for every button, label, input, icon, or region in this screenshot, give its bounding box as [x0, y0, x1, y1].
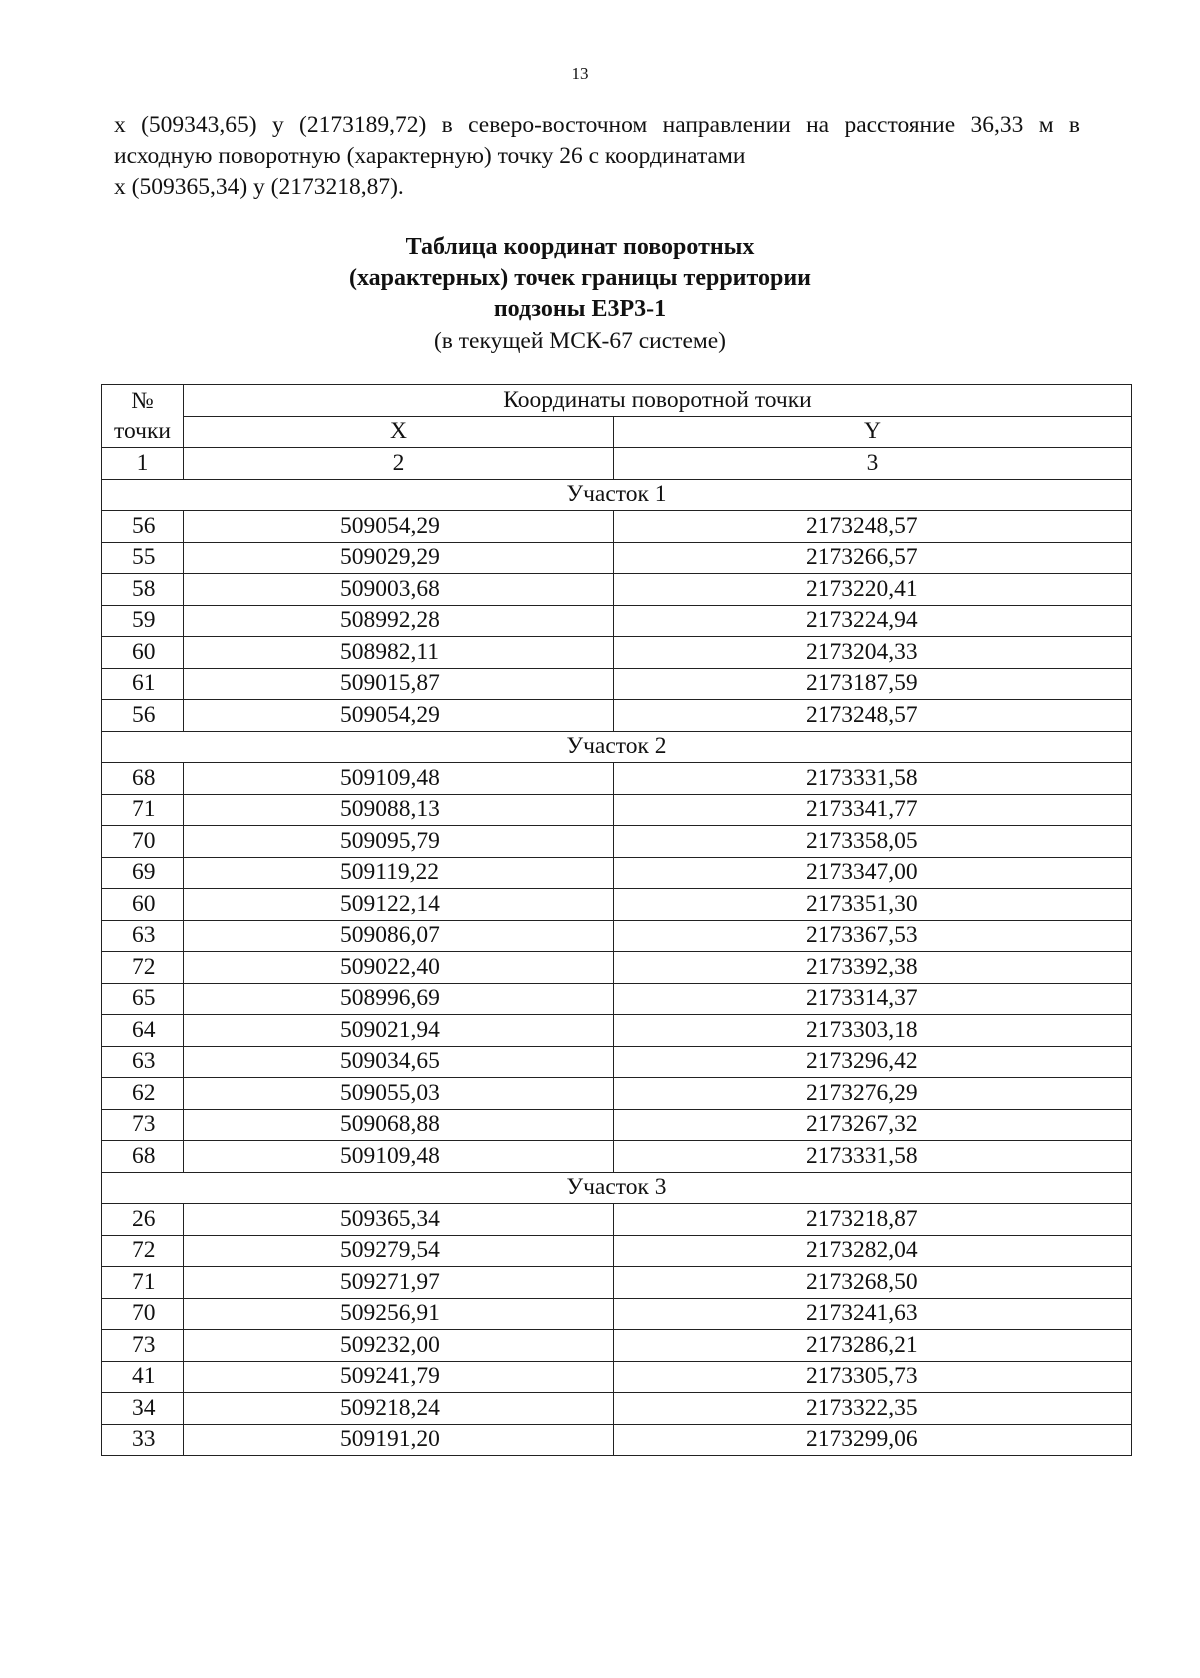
x-coordinate-cell: 509109,48: [184, 763, 614, 795]
x-coordinate-cell: 509256,91: [184, 1298, 614, 1330]
x-coordinate-cell: 509015,87: [184, 668, 614, 700]
table-row: [102, 1141, 1132, 1173]
y-coordinate-cell: 2173282,04: [614, 1235, 1132, 1267]
y-coordinate-cell: 2173248,57: [614, 511, 1132, 543]
table-row: [102, 542, 1132, 574]
table-row: [102, 511, 1132, 543]
x-coordinate-cell: 509022,40: [184, 952, 614, 984]
table-row: [102, 1015, 1132, 1047]
intro-line-2: 36,33 м в исходную поворотную (характерную) точку 26 с координатами: [114, 112, 1081, 169]
point-number-cell: 64: [102, 1015, 184, 1047]
table-row: [102, 1361, 1132, 1393]
x-coordinate-cell: 509021,94: [184, 1015, 614, 1047]
point-number-cell: 72: [102, 1235, 184, 1267]
y-coordinate-cell: 2173224,94: [614, 605, 1132, 637]
header-number: [102, 385, 184, 448]
x-coordinate-cell: 509088,13: [184, 794, 614, 826]
table-title: [0, 232, 1160, 358]
point-number-cell: 33: [102, 1424, 184, 1456]
y-coordinate-cell: 2173341,77: [614, 794, 1132, 826]
y-coordinate-cell: 2173266,57: [614, 542, 1132, 574]
x-coordinate-cell: 509095,79: [184, 826, 614, 858]
y-coordinate-cell: 2173305,73: [614, 1361, 1132, 1393]
x-coordinate-cell: 509029,29: [184, 542, 614, 574]
section-title: Участок 1: [102, 479, 1132, 511]
table-row: [102, 857, 1132, 889]
y-coordinate-cell: 2173347,00: [614, 857, 1132, 889]
table-row: [102, 1424, 1132, 1456]
x-coordinate-cell: 509086,07: [184, 920, 614, 952]
point-number-cell: 69: [102, 857, 184, 889]
table-row: [102, 1204, 1132, 1236]
x-coordinate-cell: 508996,69: [184, 983, 614, 1015]
title-line-1: Таблица координат поворотных: [405, 234, 755, 260]
x-coordinate-cell: 509054,29: [184, 700, 614, 732]
y-coordinate-cell: 2173286,21: [614, 1330, 1132, 1362]
y-coordinate-cell: 2173322,35: [614, 1393, 1132, 1425]
x-coordinate-cell: 509191,20: [184, 1424, 614, 1456]
point-number-cell: 58: [102, 574, 184, 606]
point-number-cell: 56: [102, 700, 184, 732]
y-coordinate-cell: 2173218,87: [614, 1204, 1132, 1236]
table-row: [102, 1330, 1132, 1362]
header-coordinates: Координаты поворотной точки: [184, 385, 1132, 417]
y-coordinate-cell: 2173187,59: [614, 668, 1132, 700]
y-coordinate-cell: 2173299,06: [614, 1424, 1132, 1456]
x-coordinate-cell: 509109,48: [184, 1141, 614, 1173]
section-row: [102, 1172, 1132, 1204]
table-row: [102, 605, 1132, 637]
header-number-symbol: №: [131, 388, 154, 414]
point-number-cell: 68: [102, 763, 184, 795]
y-coordinate-cell: 2173267,32: [614, 1109, 1132, 1141]
x-coordinate-cell: 509119,22: [184, 857, 614, 889]
table-row: [102, 700, 1132, 732]
x-coordinate-cell: 509279,54: [184, 1235, 614, 1267]
header-row-2: [102, 416, 1132, 448]
header-index-3: 3: [614, 448, 1132, 480]
header-row-1: [102, 385, 1132, 417]
table-row: [102, 668, 1132, 700]
table-row: [102, 889, 1132, 921]
point-number-cell: 71: [102, 1267, 184, 1299]
point-number-cell: 63: [102, 920, 184, 952]
table-row: [102, 1046, 1132, 1078]
y-coordinate-cell: 2173296,42: [614, 1046, 1132, 1078]
y-coordinate-cell: 2173241,63: [614, 1298, 1132, 1330]
point-number-cell: 60: [102, 889, 184, 921]
y-coordinate-cell: 2173220,41: [614, 574, 1132, 606]
y-coordinate-cell: 2173331,58: [614, 1141, 1132, 1173]
point-number-cell: 59: [102, 605, 184, 637]
section-title: Участок 3: [102, 1172, 1132, 1204]
table-row: [102, 794, 1132, 826]
point-number-cell: 68: [102, 1141, 184, 1173]
header-y: Y: [614, 416, 1132, 448]
x-coordinate-cell: 509365,34: [184, 1204, 614, 1236]
table-row: [102, 1298, 1132, 1330]
table-row: [102, 1235, 1132, 1267]
table-row: [102, 637, 1132, 669]
section-row: [102, 479, 1132, 511]
table-row: [102, 952, 1132, 984]
x-coordinate-cell: 509003,68: [184, 574, 614, 606]
point-number-cell: 56: [102, 511, 184, 543]
y-coordinate-cell: 2173358,05: [614, 826, 1132, 858]
table-row: [102, 1078, 1132, 1110]
y-coordinate-cell: 2173392,38: [614, 952, 1132, 984]
y-coordinate-cell: 2173204,33: [614, 637, 1132, 669]
point-number-cell: 71: [102, 794, 184, 826]
point-number-cell: 34: [102, 1393, 184, 1425]
y-coordinate-cell: 2173248,57: [614, 700, 1132, 732]
y-coordinate-cell: 2173331,58: [614, 763, 1132, 795]
table-row: [102, 574, 1132, 606]
y-coordinate-cell: 2173303,18: [614, 1015, 1132, 1047]
x-coordinate-cell: 509068,88: [184, 1109, 614, 1141]
x-coordinate-cell: 509232,00: [184, 1330, 614, 1362]
table-row: [102, 1393, 1132, 1425]
x-coordinate-cell: 509271,97: [184, 1267, 614, 1299]
point-number-cell: 73: [102, 1330, 184, 1362]
table-row: [102, 1109, 1132, 1141]
point-number-cell: 41: [102, 1361, 184, 1393]
point-number-cell: 73: [102, 1109, 184, 1141]
point-number-cell: 62: [102, 1078, 184, 1110]
point-number-cell: 26: [102, 1204, 184, 1236]
intro-paragraph: [114, 110, 1080, 203]
point-number-cell: 65: [102, 983, 184, 1015]
table-row: [102, 763, 1132, 795]
table-row: [102, 1267, 1132, 1299]
title-subtitle: (в текущей МСК-67 системе): [433, 328, 727, 354]
header-index-1: 1: [102, 448, 184, 480]
coordinates-table: [101, 384, 1132, 1456]
section-row: [102, 731, 1132, 763]
point-number-cell: 70: [102, 826, 184, 858]
table-row: [102, 826, 1132, 858]
point-number-cell: 60: [102, 637, 184, 669]
x-coordinate-cell: 508992,28: [184, 605, 614, 637]
section-title: Участок 2: [102, 731, 1132, 763]
intro-line-3: x (509365,34) у (2173218,87).: [114, 174, 404, 200]
y-coordinate-cell: 2173351,30: [614, 889, 1132, 921]
point-number-cell: 70: [102, 1298, 184, 1330]
table-row: [102, 920, 1132, 952]
x-coordinate-cell: 508982,11: [184, 637, 614, 669]
x-coordinate-cell: 509055,03: [184, 1078, 614, 1110]
point-number-cell: 72: [102, 952, 184, 984]
page-number: 13: [571, 64, 589, 83]
title-line-3: подзоны Е3Р3-1: [493, 296, 667, 322]
y-coordinate-cell: 2173268,50: [614, 1267, 1132, 1299]
header-index-row: [102, 448, 1132, 480]
x-coordinate-cell: 509034,65: [184, 1046, 614, 1078]
y-coordinate-cell: 2173276,29: [614, 1078, 1132, 1110]
header-number-label: точки: [114, 418, 171, 444]
x-coordinate-cell: 509218,24: [184, 1393, 614, 1425]
point-number-cell: 63: [102, 1046, 184, 1078]
intro-line-1: x (509343,65) у (2173189,72) в северо-восточном направлении на расстояние: [114, 112, 956, 138]
point-number-cell: 61: [102, 668, 184, 700]
table-body: [102, 479, 1132, 1456]
y-coordinate-cell: 2173314,37: [614, 983, 1132, 1015]
x-coordinate-cell: 509054,29: [184, 511, 614, 543]
x-coordinate-cell: 509241,79: [184, 1361, 614, 1393]
y-coordinate-cell: 2173367,53: [614, 920, 1132, 952]
header-index-2: 2: [184, 448, 614, 480]
title-line-2: (характерных) точек границы территории: [349, 265, 811, 291]
x-coordinate-cell: 509122,14: [184, 889, 614, 921]
point-number-cell: 55: [102, 542, 184, 574]
header-x: X: [184, 416, 614, 448]
table-row: [102, 983, 1132, 1015]
